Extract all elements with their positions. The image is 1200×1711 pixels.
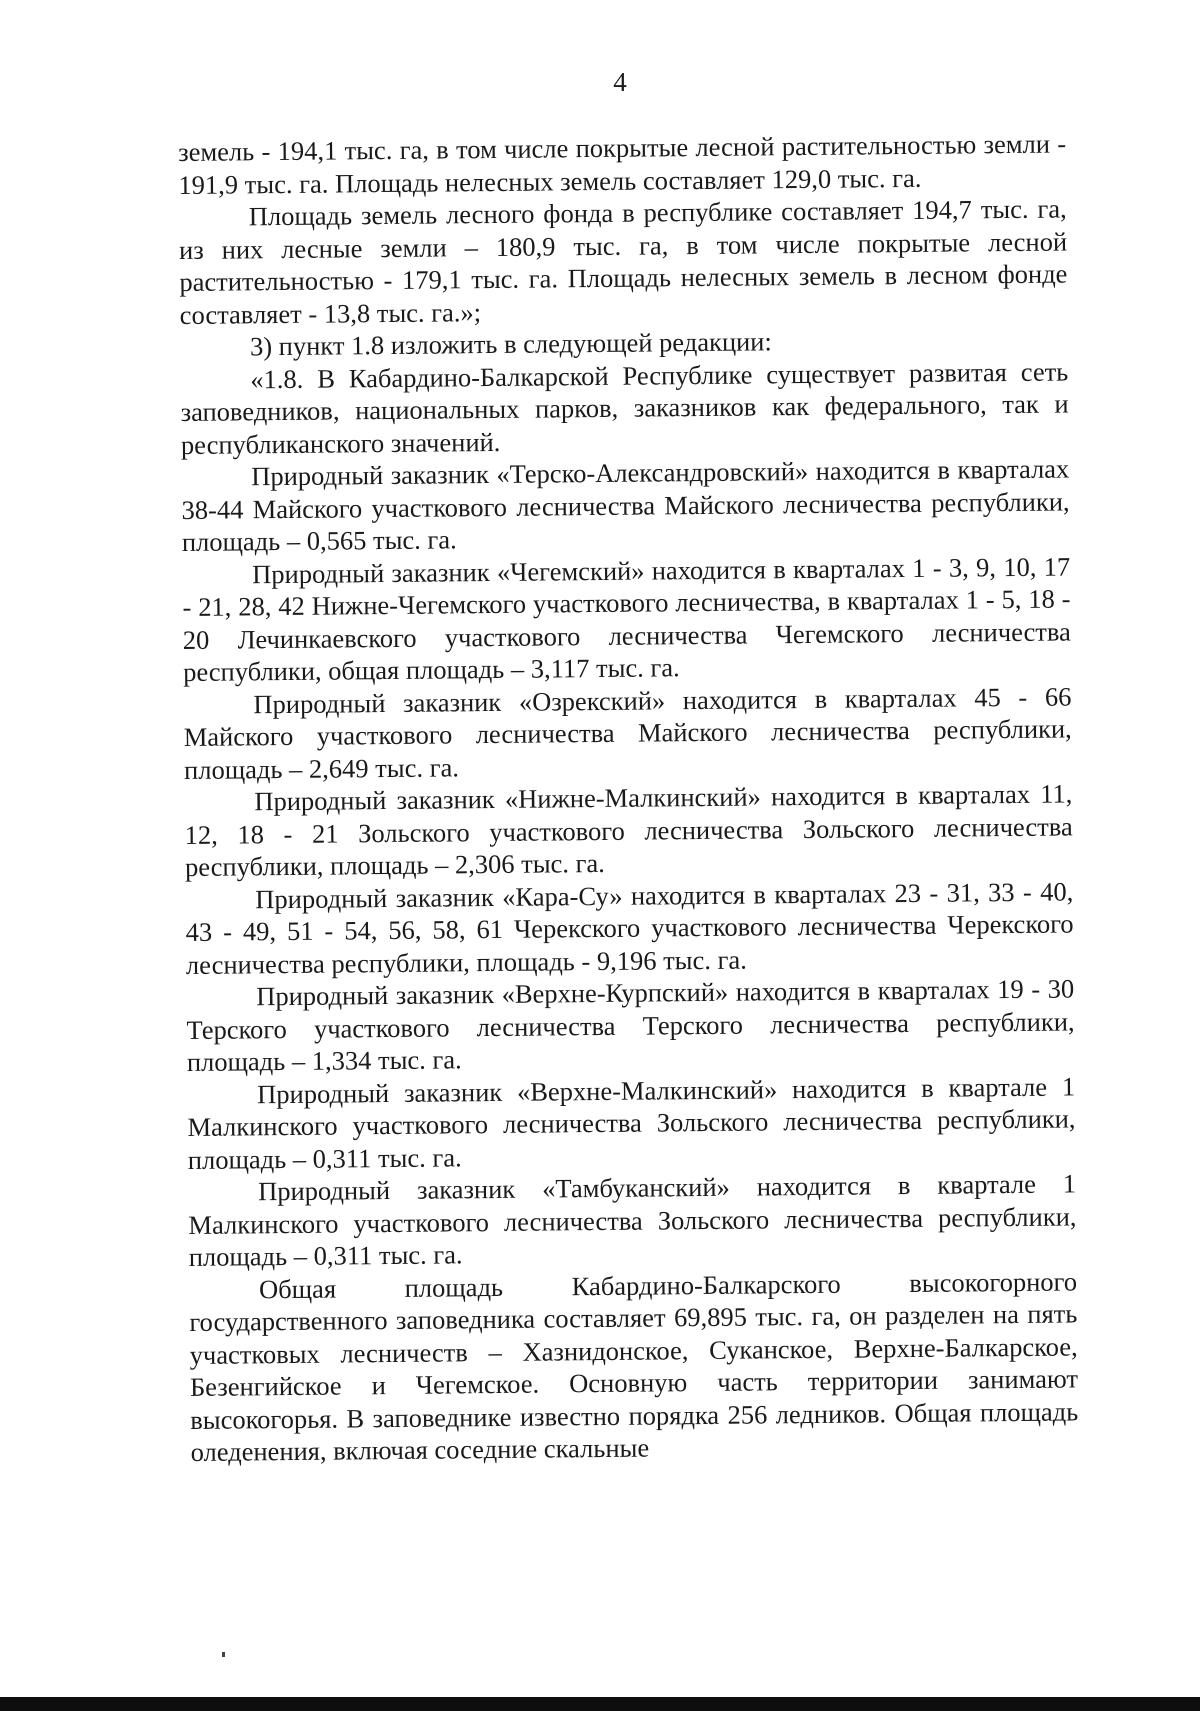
paragraph-land-area-continuation: земель - 194,1 тыс. га, в том числе покрытые лесной растительностью земли - 191,9 тыс. га. Площадь нелесных земель составляет 129,0 тыс. га.	[178, 128, 1067, 200]
paragraph-forest-fund-area: Площадь земель лесного фонда в республике составляет 194,7 тыс. га, из них лесные земли – 180,9 тыс. га, в том числе покрытые лесной растительностью - 179,1 тыс. га. Площадь нелесных земель в лесном фонде составляет - 13,8 тыс. га.»;	[178, 193, 1068, 330]
paragraph-reserve-chegemsky: Природный заказник «Чегемский» находится в кварталах 1 - 3, 9, 10, 17 - 21, 28, 42 Нижне-Чегемского участкового лесничества, в кварталах 1 - 5, 18 - 20 Лечинкаевского участкового лесничества Чегемского лесничества республики, общая площадь – 3,117 тыс. га.	[182, 550, 1071, 687]
paragraph-reserve-verkhne-kurpsky: Природный заказник «Верхне-Курпский» находится в кварталах 19 - 30 Терского участкового лесничества Терского лесничества республики, площадь – 1,334 тыс. га.	[186, 973, 1075, 1077]
paragraph-reserve-verkhne-malkinsky: Природный заказник «Верхне-Малкинский» находится в квартале 1 Малкинского участкового лесничества Зольского лесничества республики, площадь – 0,311 тыс. га.	[187, 1070, 1076, 1175]
page-number: 4	[613, 67, 627, 97]
scan-speck	[222, 1652, 225, 1657]
paragraph-point-1-8-intro: «1.8. В Кабардино-Балкарской Республике существует развитая сеть заповедников, национальных парков, заказников как федерального, так и республиканского значений.	[180, 355, 1069, 460]
scan-bottom-edge	[0, 1697, 1200, 1711]
paragraph-point-1-8-instruction: 3) пункт 1.8 изложить в следующей редакции:	[249, 326, 772, 362]
paragraph-reserve-ozreksky: Природный заказник «Озрекский» находится в кварталах 45 - 66 Майского участкового лесничества Майского лесничества республики, площадь – 2,649 тыс. га.	[183, 680, 1072, 785]
paragraph-reserve-tersko-aleksandrovsky: Природный заказник «Терско-Александровский» находится в кварталах 38-44 Майского участкового лесничества Майского лесничества республики, площадь – 0,565 тыс. га.	[181, 453, 1070, 557]
paragraph-reserve-nizhne-malkinsky: Природный заказник «Нижне-Малкинский» находится в кварталах 11, 12, 18 - 21 Зольского участкового лесничества Зольского лесничества республики, площадь – 2,306 тыс. га.	[184, 778, 1073, 882]
document-body	[178, 127, 1079, 1468]
paragraph-kbr-highland-reserve: Общая площадь Кабардино-Балкарского высокогорного государственного заповедника составляет 69,895 тыс. га, он разделен на пять участковых лесничеств – Хазнидонское, Суканское, Верхне-Балкарское, Безенгийское и Чегемское. Основную часть территории занимают высокогорья. В заповеднике известно порядка 256 ледников. Общая площадь оледенения, включая соседние скальные	[189, 1265, 1079, 1467]
paragraph-reserve-tambukansky: Природный заказник «Тамбуканский» находится в квартале 1 Малкинского участкового лесничества Зольского лесничества республики, площадь – 0,311 тыс. га.	[188, 1168, 1077, 1272]
paragraph-reserve-kara-su: Природный заказник «Кара-Су» находится в кварталах 23 - 31, 33 - 40, 43 - 49, 51 - 54, 56, 58, 61 Черекского участкового лесничества Черекского лесничества республики, площадь - 9,196 тыс. га.	[185, 875, 1074, 980]
